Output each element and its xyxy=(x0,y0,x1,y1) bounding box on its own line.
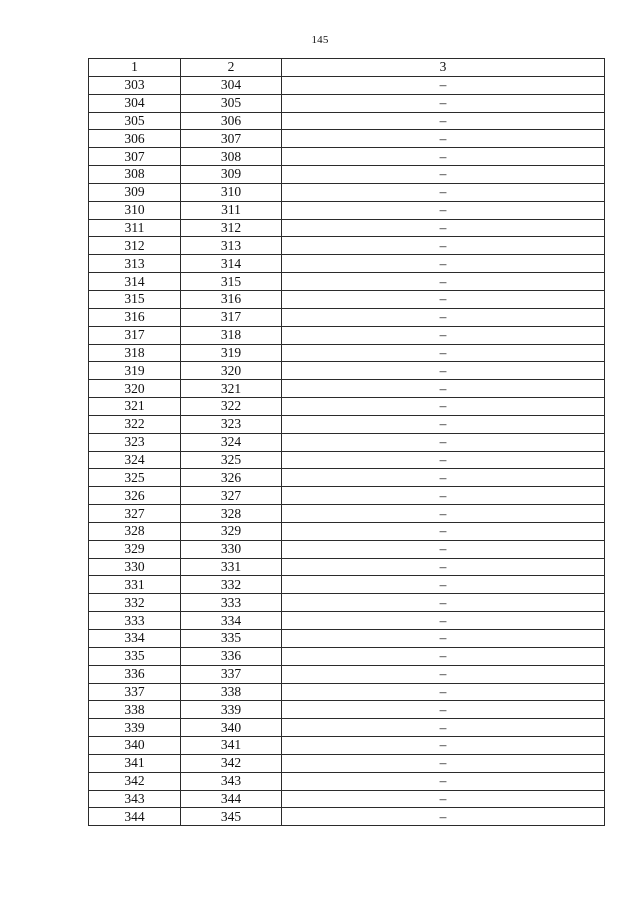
table-cell-col-3: – xyxy=(282,754,605,772)
table-cell-col-3: – xyxy=(282,540,605,558)
table-cell-col-2: 318 xyxy=(181,326,282,344)
table-cell-col-3: – xyxy=(282,683,605,701)
table-cell-col-3: – xyxy=(282,558,605,576)
table-cell-col-2: 330 xyxy=(181,540,282,558)
table-cell-col-1: 311 xyxy=(89,219,181,237)
table-cell-col-2: 342 xyxy=(181,754,282,772)
table-cell-col-1: 307 xyxy=(89,148,181,166)
table-row xyxy=(89,148,605,166)
table-row xyxy=(89,701,605,719)
table-row xyxy=(89,237,605,255)
table-row xyxy=(89,183,605,201)
table-cell-col-1: 317 xyxy=(89,326,181,344)
table-cell-col-2: 329 xyxy=(181,522,282,540)
table-cell-col-3: – xyxy=(282,219,605,237)
table-cell-col-2: 345 xyxy=(181,808,282,826)
table-cell-col-1: 318 xyxy=(89,344,181,362)
table-cell-col-2: 310 xyxy=(181,183,282,201)
table-row xyxy=(89,808,605,826)
table-cell-col-1: 304 xyxy=(89,94,181,112)
table-cell-col-2: 320 xyxy=(181,362,282,380)
table-cell-col-1: 303 xyxy=(89,76,181,94)
table-cell-col-2: 323 xyxy=(181,415,282,433)
table-cell-col-3: – xyxy=(282,451,605,469)
table-cell-col-2: 340 xyxy=(181,719,282,737)
table-row xyxy=(89,647,605,665)
table-cell-col-2: 306 xyxy=(181,112,282,130)
table-cell-col-1: 316 xyxy=(89,308,181,326)
page-number: 145 xyxy=(311,34,329,46)
table-cell-col-3: – xyxy=(282,719,605,737)
table-cell-col-3: – xyxy=(282,166,605,184)
table-row xyxy=(89,683,605,701)
table-cell-col-1: 319 xyxy=(89,362,181,380)
table-cell-col-2: 316 xyxy=(181,290,282,308)
table-cell-col-2: 314 xyxy=(181,255,282,273)
table-cell-col-2: 339 xyxy=(181,701,282,719)
table-row xyxy=(89,612,605,630)
table-cell-col-1: 338 xyxy=(89,701,181,719)
table-row xyxy=(89,594,605,612)
table-cell-col-2: 322 xyxy=(181,398,282,416)
table-cell-col-1: 314 xyxy=(89,273,181,291)
table-cell-col-3: – xyxy=(282,469,605,487)
table-row xyxy=(89,290,605,308)
header-row xyxy=(89,59,605,77)
table-cell-col-1: 330 xyxy=(89,558,181,576)
table-cell-col-3: – xyxy=(282,808,605,826)
table-cell-col-3: – xyxy=(282,433,605,451)
table-cell-col-1: 320 xyxy=(89,380,181,398)
table-cell-col-2: 338 xyxy=(181,683,282,701)
table-cell-col-2: 343 xyxy=(181,772,282,790)
table-cell-col-1: 324 xyxy=(89,451,181,469)
table-row xyxy=(89,398,605,416)
table-row xyxy=(89,469,605,487)
table-cell-col-2: 312 xyxy=(181,219,282,237)
table-body xyxy=(89,76,605,825)
table-cell-col-1: 329 xyxy=(89,540,181,558)
table-cell-col-3: – xyxy=(282,665,605,683)
table-cell-col-1: 313 xyxy=(89,255,181,273)
table-cell-col-2: 337 xyxy=(181,665,282,683)
table-row xyxy=(89,505,605,523)
table-cell-col-2: 324 xyxy=(181,433,282,451)
table-row xyxy=(89,201,605,219)
table-cell-col-1: 326 xyxy=(89,487,181,505)
table-cell-col-2: 319 xyxy=(181,344,282,362)
table-cell-col-2: 305 xyxy=(181,94,282,112)
table-cell-col-1: 310 xyxy=(89,201,181,219)
table-cell-col-2: 336 xyxy=(181,647,282,665)
table-row xyxy=(89,344,605,362)
table-row xyxy=(89,558,605,576)
table-cell-col-1: 339 xyxy=(89,719,181,737)
table-cell-col-1: 315 xyxy=(89,290,181,308)
table-row xyxy=(89,380,605,398)
table-cell-col-3: – xyxy=(282,308,605,326)
table-cell-col-3: – xyxy=(282,255,605,273)
table-cell-col-1: 322 xyxy=(89,415,181,433)
table-cell-col-3: – xyxy=(282,505,605,523)
table-row xyxy=(89,433,605,451)
table-row xyxy=(89,94,605,112)
table-cell-col-3: – xyxy=(282,772,605,790)
table-cell-col-1: 344 xyxy=(89,808,181,826)
table-cell-col-3: – xyxy=(282,362,605,380)
data-table xyxy=(88,58,605,826)
table-row xyxy=(89,112,605,130)
table-header xyxy=(89,59,605,77)
table-cell-col-3: – xyxy=(282,344,605,362)
table-row xyxy=(89,754,605,772)
table-cell-col-2: 341 xyxy=(181,737,282,755)
table-cell-col-3: – xyxy=(282,790,605,808)
table-cell-col-1: 331 xyxy=(89,576,181,594)
table-row xyxy=(89,737,605,755)
table-cell-col-3: – xyxy=(282,630,605,648)
table-cell-col-2: 325 xyxy=(181,451,282,469)
table-row xyxy=(89,522,605,540)
table-row xyxy=(89,166,605,184)
table-cell-col-1: 337 xyxy=(89,683,181,701)
table-cell-col-3: – xyxy=(282,76,605,94)
table-cell-col-2: 321 xyxy=(181,380,282,398)
table-row xyxy=(89,719,605,737)
table-cell-col-1: 333 xyxy=(89,612,181,630)
table-cell-col-3: – xyxy=(282,576,605,594)
table-cell-col-1: 312 xyxy=(89,237,181,255)
table-cell-col-3: – xyxy=(282,737,605,755)
table-cell-col-2: 327 xyxy=(181,487,282,505)
table-row xyxy=(89,451,605,469)
table-cell-col-3: – xyxy=(282,290,605,308)
table-cell-col-2: 315 xyxy=(181,273,282,291)
table-row xyxy=(89,255,605,273)
table-cell-col-2: 328 xyxy=(181,505,282,523)
table-cell-col-1: 323 xyxy=(89,433,181,451)
table-cell-col-1: 325 xyxy=(89,469,181,487)
table-cell-col-3: – xyxy=(282,94,605,112)
table-cell-col-1: 306 xyxy=(89,130,181,148)
table-row xyxy=(89,665,605,683)
table-cell-col-3: – xyxy=(282,112,605,130)
table-cell-col-1: 341 xyxy=(89,754,181,772)
table-cell-col-3: – xyxy=(282,647,605,665)
table-cell-col-1: 332 xyxy=(89,594,181,612)
table-cell-col-1: 308 xyxy=(89,166,181,184)
table-cell-col-2: 335 xyxy=(181,630,282,648)
table-cell-col-3: – xyxy=(282,612,605,630)
table-row xyxy=(89,308,605,326)
table-cell-col-2: 331 xyxy=(181,558,282,576)
table-row xyxy=(89,772,605,790)
table-cell-col-3: – xyxy=(282,380,605,398)
table-cell-col-1: 336 xyxy=(89,665,181,683)
table-row xyxy=(89,76,605,94)
table-cell-col-3: – xyxy=(282,273,605,291)
table-cell-col-1: 305 xyxy=(89,112,181,130)
table-cell-col-1: 327 xyxy=(89,505,181,523)
table-row xyxy=(89,273,605,291)
table-cell-col-1: 340 xyxy=(89,737,181,755)
table-cell-col-2: 309 xyxy=(181,166,282,184)
table-cell-col-2: 334 xyxy=(181,612,282,630)
table-row xyxy=(89,487,605,505)
table-row xyxy=(89,415,605,433)
table-row xyxy=(89,130,605,148)
table-cell-col-3: – xyxy=(282,326,605,344)
table-cell-col-2: 313 xyxy=(181,237,282,255)
table-cell-col-2: 333 xyxy=(181,594,282,612)
table-row xyxy=(89,576,605,594)
table-cell-col-1: 309 xyxy=(89,183,181,201)
table-cell-col-2: 332 xyxy=(181,576,282,594)
table-cell-col-1: 335 xyxy=(89,647,181,665)
table-cell-col-3: – xyxy=(282,183,605,201)
table-cell-col-3: – xyxy=(282,201,605,219)
table-cell-col-1: 321 xyxy=(89,398,181,416)
table-row xyxy=(89,219,605,237)
table-cell-col-2: 317 xyxy=(181,308,282,326)
table-cell-col-1: 328 xyxy=(89,522,181,540)
column-header-2: 2 xyxy=(181,59,282,77)
table-cell-col-3: – xyxy=(282,237,605,255)
table-cell-col-3: – xyxy=(282,398,605,416)
table-cell-col-3: – xyxy=(282,148,605,166)
column-header-1: 1 xyxy=(89,59,181,77)
table-row xyxy=(89,362,605,380)
table-cell-col-1: 342 xyxy=(89,772,181,790)
table-cell-col-3: – xyxy=(282,701,605,719)
table-cell-col-1: 334 xyxy=(89,630,181,648)
table-cell-col-2: 326 xyxy=(181,469,282,487)
table-row xyxy=(89,326,605,344)
table-cell-col-3: – xyxy=(282,594,605,612)
table-cell-col-2: 308 xyxy=(181,148,282,166)
table-cell-col-3: – xyxy=(282,415,605,433)
table-cell-col-3: – xyxy=(282,130,605,148)
table-cell-col-2: 311 xyxy=(181,201,282,219)
table-row xyxy=(89,790,605,808)
table-cell-col-2: 344 xyxy=(181,790,282,808)
table-row xyxy=(89,540,605,558)
table-cell-col-2: 307 xyxy=(181,130,282,148)
table-cell-col-3: – xyxy=(282,487,605,505)
column-header-3: 3 xyxy=(282,59,605,77)
table-cell-col-3: – xyxy=(282,522,605,540)
table-row xyxy=(89,630,605,648)
table-cell-col-1: 343 xyxy=(89,790,181,808)
table-cell-col-2: 304 xyxy=(181,76,282,94)
